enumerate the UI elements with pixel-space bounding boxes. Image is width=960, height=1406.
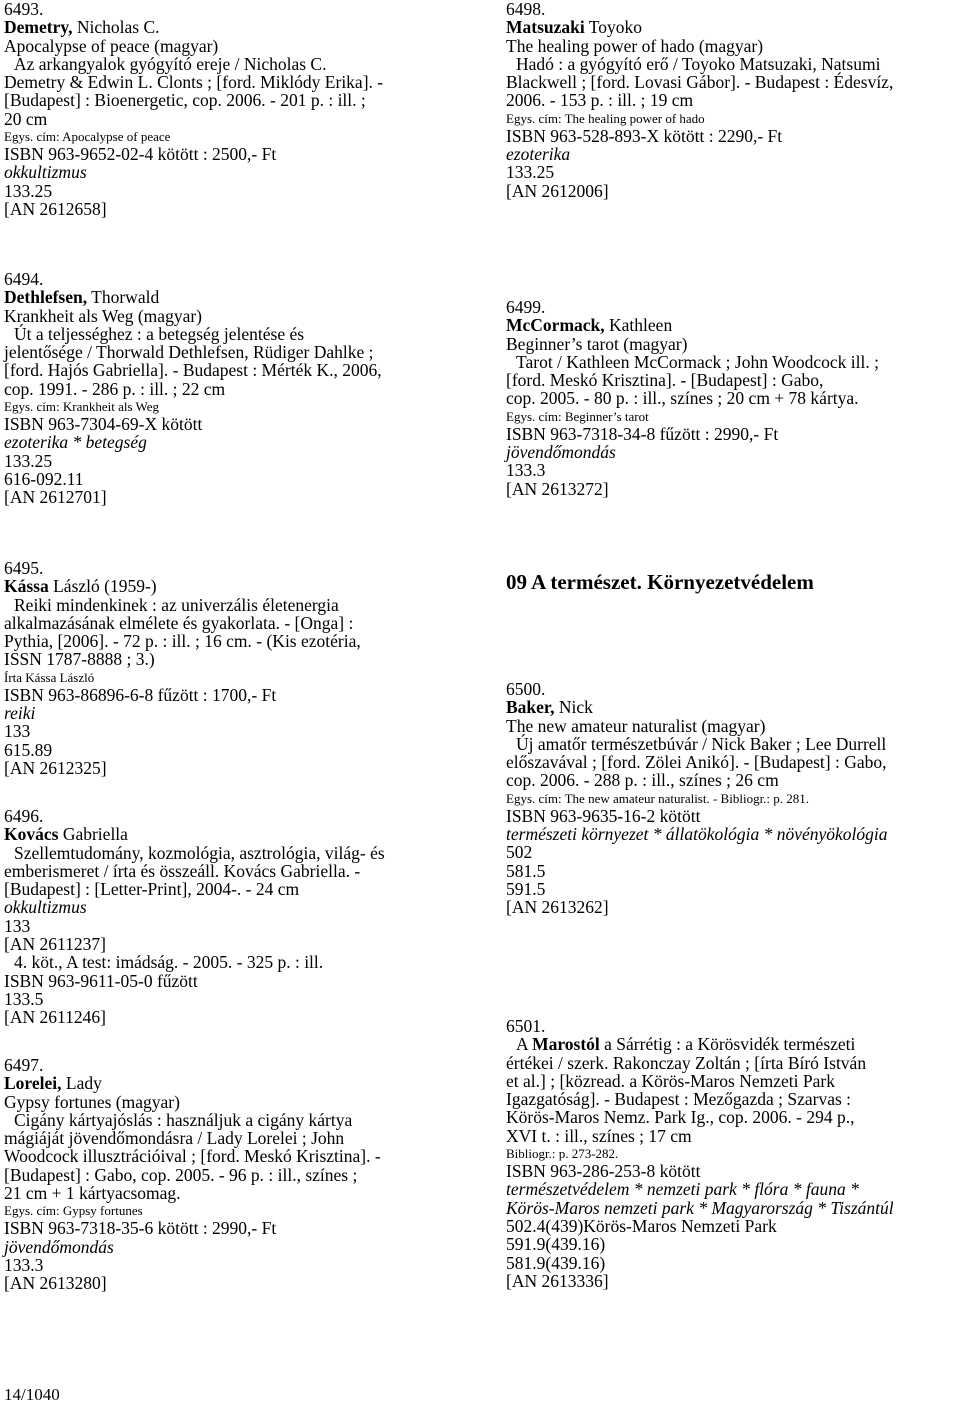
entry-an: [AN 2611237] bbox=[4, 934, 106, 955]
entry-number: 6496. bbox=[4, 806, 44, 826]
entry-note: Bibliogr.: p. 273-282. bbox=[506, 1146, 619, 1162]
entry-isbn: ISBN 963-7318-34-8 fűzött : 2990,- Ft bbox=[506, 423, 779, 444]
entry-class: 133.25 bbox=[506, 162, 555, 183]
entry-desc-line: alkalmazásának elmélete és gyakorlata. - [Onga] : bbox=[4, 612, 354, 633]
entry-6494 bbox=[4, 270, 382, 507]
entry-6496 bbox=[4, 807, 385, 1027]
entry-class: 133.3 bbox=[506, 460, 546, 481]
entry-number: 6501. bbox=[506, 1016, 546, 1036]
entry-subject: jövendőmondás bbox=[4, 1236, 114, 1257]
entry-subject: Körös-Maros nemzeti park * Magyarország * Tiszántúl bbox=[506, 1197, 894, 1218]
entry-desc-line: [ford. Meskó Krisztina]. - [Budapest] : Gabo, bbox=[506, 370, 824, 391]
entry-desc-line: [Budapest] : Gabo, cop. 2005. - 96 p. : ill., színes ; bbox=[4, 1164, 358, 1185]
entry-desc-line: ISSN 1787-8888 ; 3.) bbox=[4, 649, 155, 670]
entry-an: [AN 2613280] bbox=[4, 1273, 107, 1294]
entry-subject: természeti környezet * állatökológia * növényökológia bbox=[506, 824, 888, 845]
entry-number: 6500. bbox=[506, 679, 546, 699]
entry-number: 6499. bbox=[506, 297, 546, 317]
entry-6499 bbox=[506, 298, 879, 498]
entry-original-title: The new amateur naturalist (magyar) bbox=[506, 715, 766, 736]
entry-an: [AN 2613262] bbox=[506, 897, 609, 918]
entry-number: 6498. bbox=[506, 0, 546, 19]
entry-title-line: Az arkangyalok gyógyító ereje / Nicholas C. bbox=[14, 53, 327, 74]
entry-an: [AN 2612006] bbox=[506, 180, 609, 201]
entry-desc-line: XVI t. : ill., színes ; 17 cm bbox=[506, 1125, 692, 1146]
entry-original-title: Apocalypse of peace (magyar) bbox=[4, 35, 219, 56]
entry-desc-line: [ford. Hajós Gabriella]. - Budapest : Mérték K., 2006, bbox=[4, 360, 382, 381]
entry-desc-line: emberismeret / írta és összeáll. Kovács Gabriella. - bbox=[4, 860, 361, 881]
entry-desc-line: 20 cm bbox=[4, 108, 48, 129]
entry-isbn: ISBN 963-86896-6-8 fűzött : 1700,- Ft bbox=[4, 684, 277, 705]
entry-desc-line: jelentősége / Thorwald Dethlefsen, Rüdiger Dahlke ; bbox=[4, 342, 374, 363]
entry-class: 591.5 bbox=[506, 878, 546, 899]
entry-title-line: Tarot / Kathleen McCormack ; John Woodcock ill. ; bbox=[516, 351, 880, 372]
entry-an: [AN 2612701] bbox=[4, 487, 107, 508]
entry-title-line: Út a teljességhez : a betegség jelentése és bbox=[14, 323, 305, 344]
entry-class: 616-092.11 bbox=[4, 468, 84, 489]
entry-original-title: Beginner’s tarot (magyar) bbox=[506, 333, 688, 354]
entry-class: 133 bbox=[4, 721, 31, 742]
entry-note: Egys. cím: The healing power of hado bbox=[506, 110, 705, 126]
entry-isbn: ISBN 963-286-253-8 kötött bbox=[506, 1161, 701, 1182]
entry-desc-line: cop. 2006. - 288 p. : ill., színes ; 26 cm bbox=[506, 770, 779, 791]
entry-an: [AN 2612658] bbox=[4, 198, 107, 219]
entry-isbn: ISBN 963-7304-69-X kötött bbox=[4, 414, 203, 435]
entry-desc-line: mágiáját jövendőmondásra / Lady Lorelei ; John bbox=[4, 1128, 345, 1149]
entry-title-line: A Marostól a Sárrétig : a Körösvidék természeti bbox=[516, 1034, 856, 1055]
entry-title-line: Cigány kártyajóslás : használjuk a cigány kártya bbox=[14, 1109, 353, 1130]
entry-original-title: The healing power of hado (magyar) bbox=[506, 35, 764, 56]
entry-title-line: Reiki mindenkinek : az univerzális életenergia bbox=[14, 594, 339, 615]
entry-number: 6494. bbox=[4, 269, 44, 289]
entry-note: Egys. cím: Krankheit als Weg bbox=[4, 399, 160, 415]
entry-desc-line: 21 cm + 1 kártyacsomag. bbox=[4, 1183, 181, 1204]
entry-number: 6493. bbox=[4, 0, 44, 19]
entry-author: Kovács Gabriella bbox=[4, 824, 128, 845]
entry-class: 615.89 bbox=[4, 739, 53, 760]
entry-title-line: Új amatőr természetbúvár / Nick Baker ; Lee Durrell bbox=[516, 733, 887, 754]
entry-an: [AN 2611246] bbox=[4, 1007, 106, 1028]
entry-subject: okkultizmus bbox=[4, 162, 87, 183]
entry-number: 6497. bbox=[4, 1055, 44, 1075]
entry-subject: jövendőmondás bbox=[506, 442, 616, 463]
entry-original-title: Krankheit als Weg (magyar) bbox=[4, 305, 202, 326]
entry-subject: ezoterika * betegség bbox=[4, 432, 147, 453]
entry-volume: 4. köt., A test: imádság. - 2005. - 325 p. : ill. bbox=[14, 952, 324, 973]
entry-6497 bbox=[4, 1056, 381, 1293]
entry-desc-line: Pythia, [2006]. - 72 p. : ill. ; 16 cm. - (Kis ezotéria, bbox=[4, 631, 361, 652]
entry-class: 133 bbox=[4, 915, 31, 936]
entry-note: Egys. cím: Beginner’s tarot bbox=[506, 408, 649, 424]
entry-an: [AN 2613336] bbox=[506, 1270, 609, 1291]
entry-note: Egys. cím: The new amateur naturalist. - Bibliogr.: p. 281. bbox=[506, 790, 810, 806]
entry-author: Matsuzaki Toyoko bbox=[506, 17, 643, 38]
entry-desc-line: [Budapest] : [Letter-Print], 2004-. - 24 cm bbox=[4, 879, 300, 900]
entry-an: [AN 2613272] bbox=[506, 478, 609, 499]
entry-isbn: ISBN 963-528-893-X kötött : 2290,- Ft bbox=[506, 125, 783, 146]
entry-isbn: ISBN 963-9652-02-4 kötött : 2500,- Ft bbox=[4, 144, 277, 165]
entry-title-line: Hadó : a gyógyító erő / Toyoko Matsuzaki, Natsumi bbox=[516, 53, 881, 74]
entry-desc-line: et al.] ; [közread. a Körös-Maros Nemzeti Park bbox=[506, 1070, 835, 1091]
entry-original-title: Gypsy fortunes (magyar) bbox=[4, 1091, 180, 1112]
entry-note: Egys. cím: Gypsy fortunes bbox=[4, 1203, 143, 1219]
entry-subject: ezoterika bbox=[506, 144, 571, 165]
entry-subject: reiki bbox=[4, 703, 36, 724]
entry-class: 581.5 bbox=[506, 860, 546, 881]
entry-class: 502 bbox=[506, 842, 533, 863]
entry-6500 bbox=[506, 680, 888, 917]
entry-author: McCormack, Kathleen bbox=[506, 315, 673, 336]
entry-author: Baker, Nick bbox=[506, 697, 593, 718]
entry-isbn: ISBN 963-7318-35-6 kötött : 2990,- Ft bbox=[4, 1218, 277, 1239]
entry-desc-line: Körös-Maros Nemz. Park Ig., cop. 2006. - 294 p., bbox=[506, 1107, 855, 1128]
entry-subject: okkultizmus bbox=[4, 897, 87, 918]
entry-class: 591.9(439.16) bbox=[506, 1234, 606, 1255]
entry-desc-line: Woodcock illusztrációival ; [ford. Meskó Krisztina]. - bbox=[4, 1146, 381, 1167]
section-heading: 09 A természet. Környezetvédelem bbox=[506, 570, 814, 594]
entry-desc-line: cop. 2005. - 80 p. : ill., színes ; 20 cm + 78 kártya. bbox=[506, 388, 859, 409]
entry-6495 bbox=[4, 559, 361, 777]
entry-class: 133.25 bbox=[4, 450, 53, 471]
entry-number: 6495. bbox=[4, 558, 44, 578]
entry-desc-line: értékei / szerk. Rakonczay Zoltán ; [írta Bíró István bbox=[506, 1052, 867, 1073]
entry-desc-line: [Budapest] : Bioenergetic, cop. 2006. - 201 p. : ill. ; bbox=[4, 90, 366, 111]
entry-class: 133.5 bbox=[4, 988, 44, 1009]
entry-isbn: ISBN 963-9635-16-2 kötött bbox=[506, 805, 701, 826]
entry-isbn: ISBN 963-9611-05-0 fűzött bbox=[4, 970, 198, 991]
entry-desc-line: előszavával ; [ford. Zölei Anikó]. - [Budapest] : Gabo, bbox=[506, 752, 887, 773]
entry-title-line: Szellemtudomány, kozmológia, asztrológia, világ- és bbox=[14, 842, 385, 863]
entry-desc-line: cop. 1991. - 286 p. : ill. ; 22 cm bbox=[4, 378, 226, 399]
entry-note: Írta Kássa László bbox=[4, 669, 95, 685]
entry-class: 502.4(439)Körös-Maros Nemzeti Park bbox=[506, 1215, 777, 1236]
entry-desc-line: Demetry & Edwin L. Clonts ; [ford. Miklódy Erika]. - bbox=[4, 72, 384, 93]
entry-6501 bbox=[506, 1017, 894, 1290]
entry-author: Lorelei, Lady bbox=[4, 1073, 102, 1094]
entry-class: 133.3 bbox=[4, 1254, 44, 1275]
entry-subject: természetvédelem * nemzeti park * flóra * fauna * bbox=[506, 1179, 859, 1200]
entry-6493 bbox=[4, 0, 383, 218]
entry-desc-line: Blackwell ; [ford. Lovasi Gábor]. - Budapest : Édesvíz, bbox=[506, 72, 894, 93]
entry-author: Dethlefsen, Thorwald bbox=[4, 287, 160, 308]
entry-6498 bbox=[506, 0, 893, 200]
entry-desc-line: Igazgatóság]. - Budapest : Mezőgazda ; Szarvas : bbox=[506, 1089, 852, 1110]
entry-desc-line: 2006. - 153 p. : ill. ; 19 cm bbox=[506, 90, 694, 111]
entry-class: 581.9(439.16) bbox=[506, 1252, 606, 1273]
page-footer-number: 14/1040 bbox=[4, 1385, 60, 1404]
entry-author: Demetry, Nicholas C. bbox=[4, 17, 160, 38]
entry-class: 133.25 bbox=[4, 180, 53, 201]
entry-author: Kássa László (1959-) bbox=[4, 576, 157, 597]
entry-note: Egys. cím: Apocalypse of peace bbox=[4, 129, 171, 145]
entry-an: [AN 2612325] bbox=[4, 757, 107, 778]
